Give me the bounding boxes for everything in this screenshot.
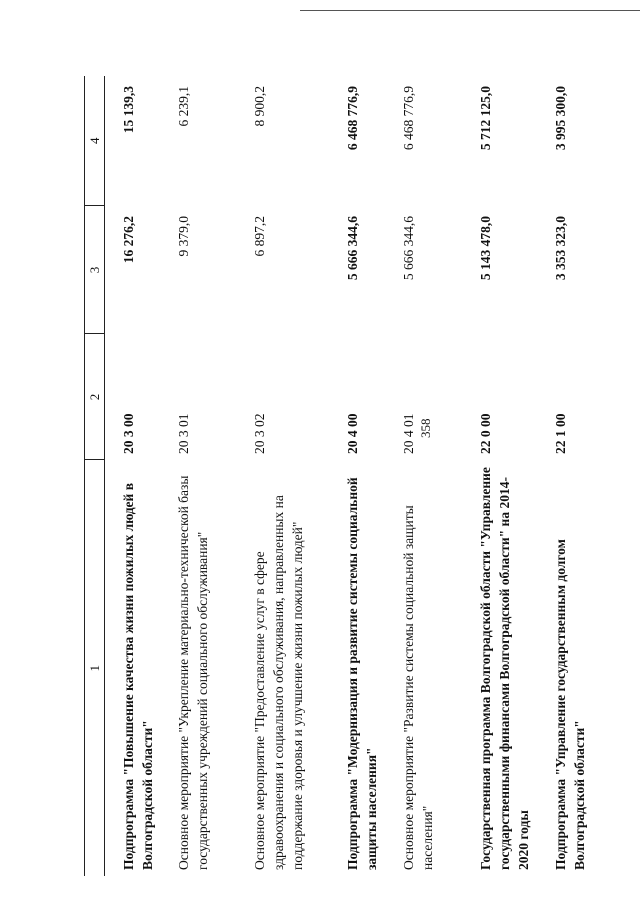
row-code: 20 3 00	[121, 413, 136, 454]
row-value-4: 3 995 300,0	[553, 86, 568, 151]
row-value-3: 6 897,2	[252, 216, 267, 257]
row-code: 22 1 00	[553, 413, 568, 454]
budget-table	[84, 76, 601, 876]
row-value-4: 6 468 776,9	[401, 86, 416, 151]
row-name: Государственная программа Волгоградской области "Управление государственными финансами Волгоградской области" на 2014-2020 годы	[478, 467, 531, 870]
table-row	[105, 76, 175, 876]
col-header-1: 1	[85, 460, 105, 876]
row-name: Основное мероприятие "Развитие системы социальной защиты населения"	[401, 505, 435, 870]
table-row	[476, 76, 551, 876]
row-name: Основное мероприятие "Укрепление материально-технической базы государственных учреждений социального обслуживания"	[176, 475, 210, 870]
page-number: 358	[418, 418, 433, 438]
row-name: Подпрограмма "Управление государственным долгом Волгоградской области"	[553, 539, 587, 870]
col-header-4: 4	[85, 76, 105, 206]
row-value-3: 5 666 344,6	[345, 216, 360, 281]
row-name: Подпрограмма "Модернизация и развитие системы социальной защиты населения"	[345, 477, 379, 870]
row-value-4: 6 239,1	[176, 86, 191, 127]
row-code: 20 4 00	[345, 413, 360, 454]
table-row	[250, 76, 343, 876]
col-header-2: 2	[85, 334, 105, 460]
col-header-3: 3	[85, 206, 105, 334]
row-value-3: 16 276,2	[121, 216, 136, 264]
row-value-3: 5 666 344,6	[401, 216, 416, 281]
row-code: 22 0 00	[478, 413, 493, 454]
scan-edge-line	[300, 10, 640, 11]
row-value-3: 3 353 323,0	[553, 216, 568, 281]
table-row	[343, 76, 399, 876]
row-name: Подпрограмма "Повышение качества жизни пожилых людей в Волгоградской области"	[121, 483, 155, 870]
row-value-3: 9 379,0	[176, 216, 191, 257]
header-row	[85, 76, 105, 876]
row-value-4: 6 468 776,9	[345, 86, 360, 151]
row-code: 20 3 01	[176, 413, 191, 454]
table-row	[174, 76, 250, 876]
table-row	[551, 76, 601, 876]
row-name: Основное мероприятие "Предоставление услуг в сфере здравоохранения и социального обслуживания, направленных на поддержание здоровья и улучшение жизни пожилых людей"	[252, 495, 305, 870]
row-value-4: 5 712 125,0	[478, 86, 493, 151]
row-code: 20 3 02	[252, 413, 267, 454]
row-code: 20 4 01	[401, 413, 416, 454]
table-row	[399, 76, 476, 876]
row-value-4: 8 900,2	[252, 86, 267, 127]
row-value-4: 15 139,3	[121, 86, 136, 134]
row-value-3: 5 143 478,0	[478, 216, 493, 281]
rotated-page	[84, 76, 587, 876]
